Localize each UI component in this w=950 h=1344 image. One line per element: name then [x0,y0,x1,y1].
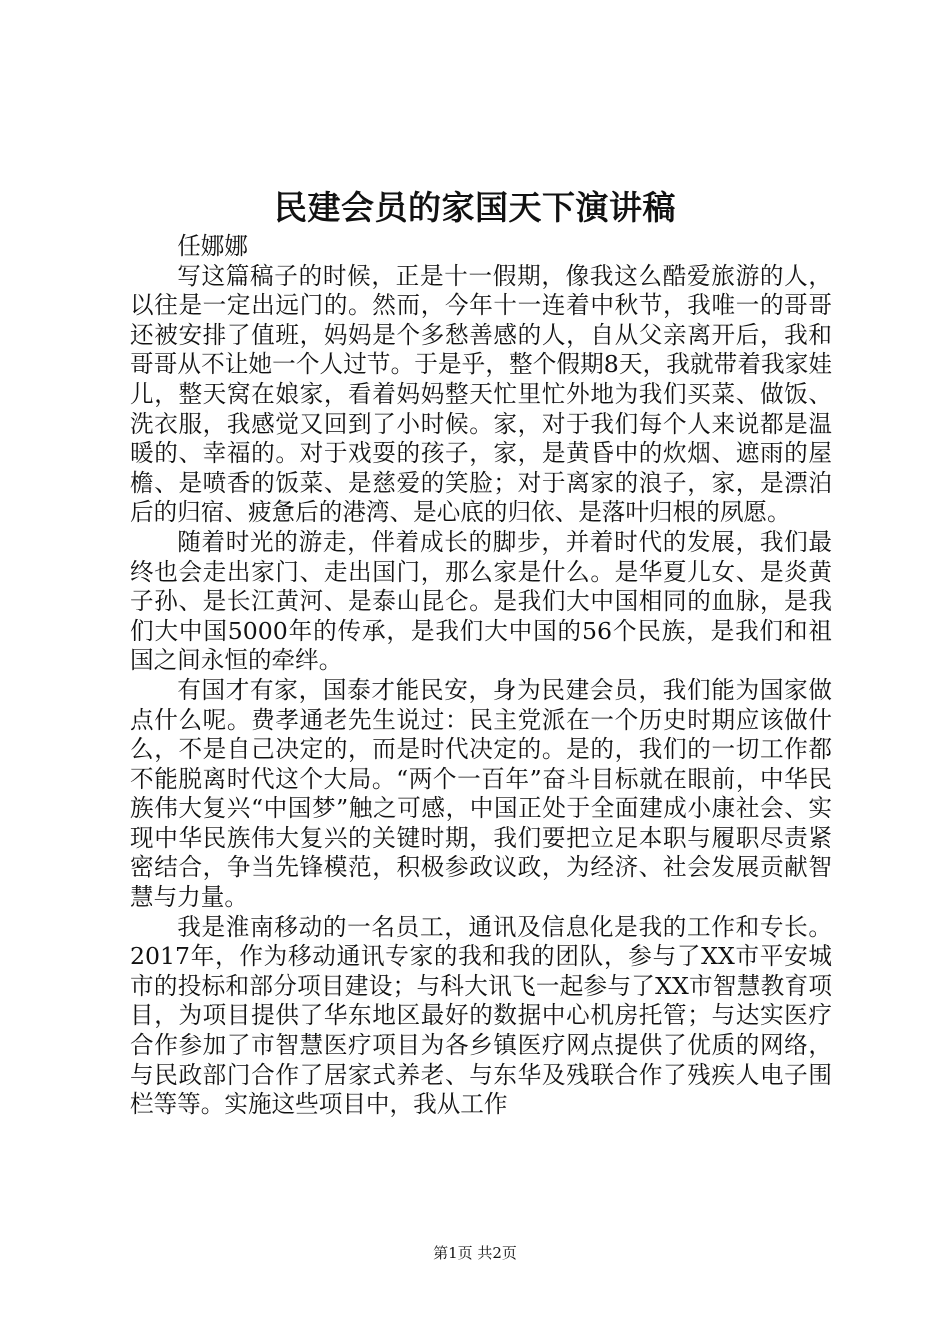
paragraph-2: 随着时光的游走，伴着成长的脚步，并着时代的发展，我们最终也会走出家门、走出国门，那么家是什么。是华夏儿女、是炎黄子孙、是长江黄河、是泰山昆仑。是我们大中国相同的血脉，是我们大中国5000年的传承，是我们大中国的56个民族，是我们和祖国之间永恒的牵绊。 [130,527,832,675]
page-indicator: 第1页 共2页 [433,1244,517,1262]
paragraph-1: 写这篇稿子的时候，正是十一假期，像我这么酷爱旅游的人，以往是一定出远门的。然而，今年十一连着中秋节，我唯一的哥哥还被安排了值班，妈妈是个多愁善感的人，自从父亲离开后，我和哥哥从不让她一个人过节。于是乎，整个假期8天，我就带着我家娃儿，整天窝在娘家，看着妈妈整天忙里忙外地为我们买菜、做饭、洗衣服，我感觉又回到了小时候。家，对于我们每个人来说都是温暖的、幸福的。对于戏耍的孩子，家，是黄昏中的炊烟、遮雨的屋檐、是喷香的饭菜、是慈爱的笑脸；对于离家的浪子，家，是漂泊后的归宿、疲惫后的港湾、是心底的归依、是落叶归根的夙愿。 [130,261,832,527]
document-title: 民建会员的家国天下演讲稿 [274,188,676,227]
paragraph-4: 我是淮南移动的一名员工，通讯及信息化是我的工作和专长。2017年，作为移动通讯专家的我和我的团队，参与了XX市平安城市的投标和部分项目建设；与科大讯飞一起参与了XX市智慧教育项目，为项目提供了华东地区最好的数据中心机房托管；与达实医疗合作参加了市智慧医疗项目为各乡镇医疗网点提供了优质的网络，与民政部门合作了居家式养老、与东华及残联合作了残疾人电子围栏等等。实施这些项目中，我从工作 [130,912,832,1119]
page-footer [0,1243,950,1263]
paragraph-3: 有国才有家，国泰才能民安，身为民建会员，我们能为国家做点什么呢。费孝通老先生说过：民主党派在一个历史时期应该做什么，不是自己决定的，而是时代决定的。是的，我们的一切工作都不能脱离时代这个大局。“两个一百年”奋斗目标就在眼前，中华民族伟大复兴“中国梦”触之可感，中国正处于全面建成小康社会、实现中华民族伟大复兴的关键时期，我们要把立足本职与履职尽责紧密结合，争当先锋模范，积极参政议政，为经济、社会发展贡献智慧与力量。 [130,675,832,912]
author-name: 任娜娜 [177,232,248,260]
document-body [130,232,832,1120]
